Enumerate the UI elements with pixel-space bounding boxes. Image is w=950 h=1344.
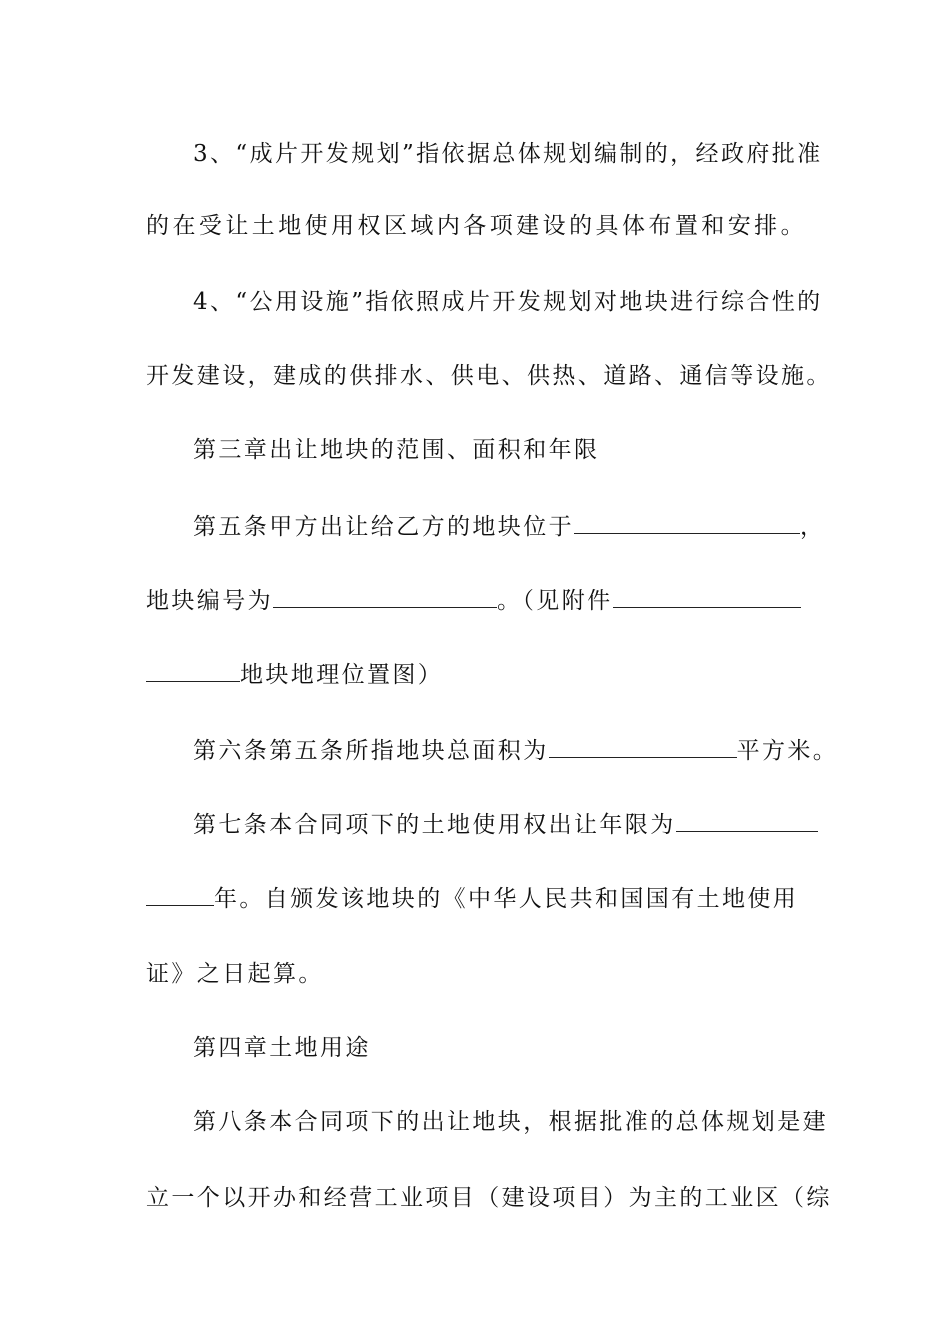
chapter-heading: 第三章出让地块的范围、面积和年限	[193, 437, 600, 463]
fill-in-blank	[676, 809, 818, 832]
paragraph-line: 4、“公用设施”指依照成片开发规划对地块进行综合性的	[193, 289, 823, 315]
fill-in-blank	[146, 883, 214, 906]
fill-in-blank	[273, 585, 497, 608]
clause-text: 。（见附件	[497, 588, 613, 614]
clause-text: 地块编号为	[146, 588, 273, 614]
chapter-heading: 第四章土地用途	[193, 1035, 371, 1061]
paragraph-line: 立一个以开办和经营工业项目（建设项目）为主的工业区（综	[146, 1185, 832, 1211]
fill-in-blank	[574, 511, 800, 534]
paragraph-line: 的在受让土地使用权区域内各项建设的具体布置和安排。	[146, 213, 806, 239]
clause-text: 第七条本合同项下的土地使用权出让年限为	[193, 812, 676, 838]
fill-in-blank	[549, 735, 737, 758]
paragraph-line	[193, 735, 839, 766]
clause-text: 平方米。	[736, 738, 839, 764]
clause-text: 地块地理位置图）	[240, 662, 444, 688]
clause-text: 年。自颁发该地块的《中华人民共和国国有土地使用	[214, 886, 799, 912]
paragraph-line	[146, 585, 806, 616]
paragraph-line	[146, 659, 806, 690]
paragraph-line: 第八条本合同项下的出让地块，根据批准的总体规划是建	[193, 1109, 828, 1135]
fill-in-blank	[613, 585, 801, 608]
fill-in-blank	[146, 659, 240, 682]
paragraph-line: 3、“成片开发规划”指依据总体规划编制的，经政府批准	[193, 141, 823, 167]
paragraph-line: 证》之日起算。	[146, 961, 324, 987]
paragraph-line: 开发建设，建成的供排水、供电、供热、道路、通信等设施。	[146, 363, 832, 389]
paragraph-line	[146, 883, 806, 914]
paragraph-line	[193, 511, 826, 542]
punctuation: ，	[800, 514, 826, 540]
clause-text: 第六条第五条所指地块总面积为	[193, 738, 549, 764]
clause-text: 第五条甲方出让给乙方的地块位于	[193, 514, 574, 540]
paragraph-line	[193, 809, 806, 840]
